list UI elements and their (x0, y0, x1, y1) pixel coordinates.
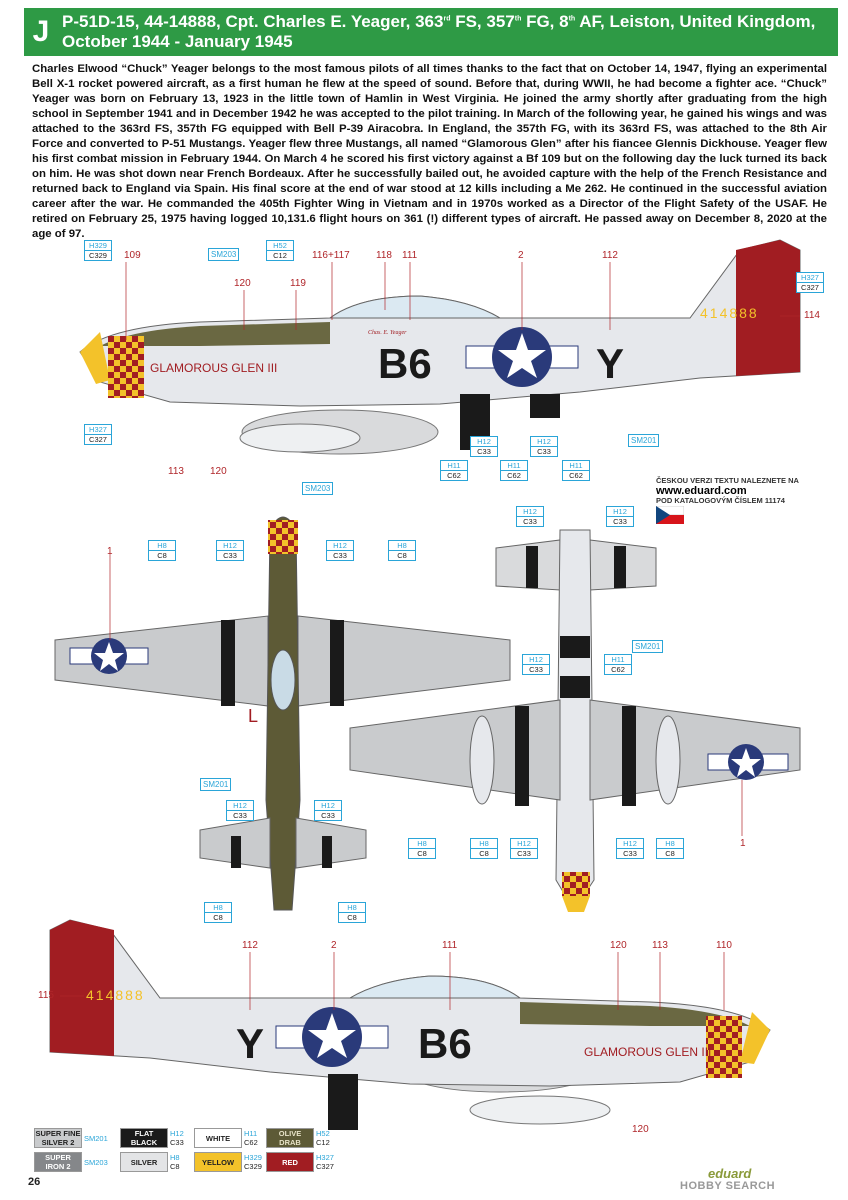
paint-tag: SM203 (208, 248, 239, 261)
callout: 111 (402, 250, 418, 261)
side-view-left (80, 240, 800, 454)
legend-chip: YELLOW H329 C329 (194, 1152, 262, 1172)
czech-flag-icon (656, 506, 684, 524)
code-b6-right: B6 (418, 1020, 472, 1067)
callout: 116+117 (312, 250, 350, 261)
legend-chip: FLAT BLACK H12 C33 (120, 1128, 184, 1148)
callout: 113 (168, 466, 184, 477)
callout: 1 (740, 838, 746, 849)
paint-tag: H52 C12 (266, 240, 294, 261)
paint-tag: H11 C62 (500, 460, 528, 481)
watermark: HOBBY SEARCH (680, 1180, 776, 1192)
paint-tag: H12 C33 (606, 506, 634, 527)
paint-tag: H12 C33 (314, 800, 342, 821)
paint-tag: H12 C33 (326, 540, 354, 561)
paint-tag: H12 C33 (510, 838, 538, 859)
paint-tag: SM201 (200, 778, 231, 791)
serial-right: 414888 (86, 987, 145, 1003)
paint-tag: H11 C62 (604, 654, 632, 675)
paint-tag: H12 C33 (470, 436, 498, 457)
side-view-right (50, 920, 770, 1130)
callout: 2 (518, 250, 524, 261)
plan-letter: L (248, 706, 259, 726)
callout: 119 (290, 278, 306, 289)
callout: 111 (442, 940, 458, 951)
legend-chip: SUPER IRON 2 SM203 (34, 1152, 108, 1172)
paint-tag: H8 C8 (204, 902, 232, 923)
code-y-left: Y (596, 340, 625, 387)
callout: 120 (610, 940, 627, 951)
legend-chip: SILVER H8 C8 (120, 1152, 180, 1172)
paint-tag: SM203 (302, 482, 333, 495)
callout: 112 (242, 940, 258, 951)
paint-tag: H8 C8 (656, 838, 684, 859)
scheme-title: P-51D-15, 44-14888, Cpt. Charles E. Yeager, 363rd FS, 357th FG, 8th AF, Leiston, United Kingdom, October 1944 - January 1945 (62, 12, 816, 51)
nose-art-left: GLAMOROUS GLEN III (150, 361, 278, 375)
scheme-letter: J (32, 15, 50, 48)
paint-tag: H12 C33 (530, 436, 558, 457)
callout: 109 (124, 250, 141, 261)
callout: 2 (331, 940, 337, 951)
page-number: 26 (28, 1176, 41, 1188)
code-y-right: Y (236, 1020, 265, 1067)
paint-tag: H329 C329 (84, 240, 112, 261)
code-b6-left: B6 (378, 340, 432, 387)
callout: 113 (652, 940, 668, 951)
paint-tag: SM201 (628, 434, 659, 447)
paint-tag: H327 C327 (84, 424, 112, 445)
paint-tag: H8 C8 (408, 838, 436, 859)
pilot-signature: Chas. E. Yeager (368, 330, 407, 336)
paint-tag: H8 C8 (338, 902, 366, 923)
pilot-biography: Charles Elwood “Chuck” Yeager belongs to the most famous pilots of all times thanks to the fact that on October 14, 1947, flying an experimental Bell X-1 rocket powered aircraft, as a first human he flew at the speed of sound. Before that, during WWII, he had become a fighter ace. “Chuck” Yeager was born on February 13, 1923 in the little town of Hamlin in West Virginia. He joined the army shortly after graduating from the high school in September 1941 and in December 1942 he was accepted to the pilot training. In March of the following year, he gained his wings and was attached to the 363rd FS, 357th FG equipped with Bell P-39 Airacobra. In England, the 357th FG, with its 363rd FS, was attached to the 8th Air Force and converted to P-51 Mustangs. Yeager flew three Mustangs, all named “Glamorous Glen” after his fiancee Glennis Dickhouse. Yeager flew his first combat mission in February 1944. On March 4 he scored his first victory against a Bf 109 but on the following day the luck turned its back on him. He was shot down near French Bordeaux. After he successfully bailed out, he avoided capture with the help of the French Resistance and returned back to England via Spain. His final score at the end of war stood at 12 kills including a Me 262. He continued in the successful aviation career after the war. He commanded the 405th Fighter Wing in Vietnam and in 1970s worked as a Director of the Flight Safety of the USAF. He retired on February 25, 1975 having logged 10,131.6 flight hours on 361 (!) different types of aircraft. He passed away on December 8, 2020 at the age of 97. (32, 63, 827, 240)
paint-tag: H11 C62 (440, 460, 468, 481)
callout: 120 (210, 466, 227, 477)
eduard-url[interactable]: www.eduard.com (656, 485, 747, 497)
eduard-logo: eduard (708, 1166, 752, 1181)
paint-tag: H8 C8 (148, 540, 176, 561)
paint-tag: H12 C33 (522, 654, 550, 675)
plan-view-top (55, 517, 510, 910)
paint-tag: H12 C33 (616, 838, 644, 859)
paint-tag: H11 C62 (562, 460, 590, 481)
legend-chip: OLIVE DRAB H52 C12 (266, 1128, 330, 1148)
paint-tag: H12 C33 (516, 506, 544, 527)
legend-chip: WHITE H11 C62 (194, 1128, 258, 1148)
paint-tag: H12 C33 (226, 800, 254, 821)
serial-left: 414888 (700, 305, 759, 321)
paint-tag: H8 C8 (388, 540, 416, 561)
paint-tag: H12 C33 (216, 540, 244, 561)
paint-tag: H327 C327 (796, 272, 824, 293)
paint-tag: SM201 (632, 640, 663, 653)
callout: 115 (38, 990, 54, 1001)
callout: 120 (632, 1124, 649, 1135)
nose-art-right: GLAMOROUS GLEN III (584, 1045, 712, 1059)
callout: 118 (376, 250, 392, 261)
czech-version-note: ČESKOU VERZI TEXTU NALEZNETE NA www.eduard.com POD KATALOGOVÝM ČÍSLEM 11174 (656, 476, 832, 506)
callout: 1 (107, 546, 113, 557)
paint-tag: H8 C8 (470, 838, 498, 859)
legend-chip: RED H327 C327 (266, 1152, 334, 1172)
callout: 120 (234, 278, 251, 289)
legend-chip: SUPER FINE SILVER 2 SM201 (35, 1129, 108, 1147)
callout: 114 (804, 310, 820, 321)
callout: 112 (602, 250, 618, 261)
callout: 110 (716, 940, 732, 951)
